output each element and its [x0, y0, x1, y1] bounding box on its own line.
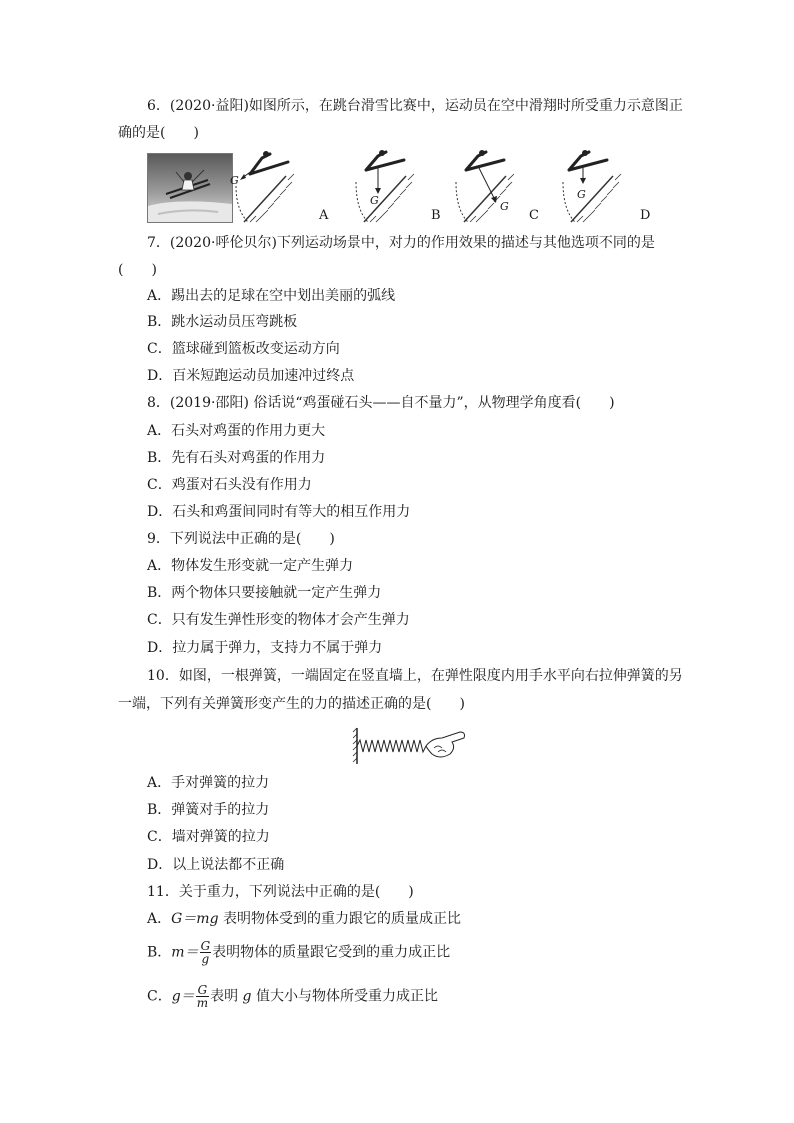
- q9-stem: 9．下列说法中正确的是( ): [147, 531, 335, 547]
- q11-option-a-formula: G＝mg: [171, 911, 219, 927]
- g-label-c: G: [500, 200, 509, 213]
- option-letter-a: A: [319, 208, 329, 223]
- q9-option-a: A．物体发生形变就一定产生弹力: [147, 558, 354, 574]
- q11-option-a: [147, 909, 461, 929]
- g-label-a: G: [230, 174, 239, 187]
- q11-option-b-lhs: m＝: [171, 944, 199, 961]
- q11-option-a-text: 表明物体受到的重力跟它的质量成正比: [218, 911, 461, 927]
- q7-stem-line2: ( ): [118, 262, 157, 278]
- q9-option-b: B．两个物体只要接触就一定产生弹力: [147, 585, 382, 601]
- q10-stem-line2: 一端，下列有关弹簧形变产生的力的描述正确的是( ): [118, 696, 465, 712]
- q7-option-b: B．跳水运动员压弯跳板: [147, 314, 298, 330]
- option-letter-c: C: [529, 208, 539, 223]
- q11-option-b-text: 表明物体的质量跟它受到的重力成正比: [212, 944, 451, 961]
- q8-stem: 8．(2019·邵阳) 俗话说“鸡蛋碰石头——自不量力”，从物理学角度看( ): [147, 395, 615, 411]
- q9-option-c: C．只有发生弹性形变的物体才会产生弹力: [147, 612, 410, 628]
- q11-option-b-fraction: [200, 940, 212, 965]
- q11-option-c-numerator: G: [197, 983, 208, 997]
- q7-option-d: D．百米短跑运动员加速冲过终点: [147, 368, 355, 384]
- q7-option-c: C．篮球碰到篮板改变运动方向: [147, 341, 340, 357]
- skier-photo: [147, 153, 233, 223]
- q11-option-a-prefix: A．: [147, 911, 172, 927]
- q10-option-c: C．墙对弹簧的拉力: [147, 829, 270, 845]
- q11-option-b: [147, 940, 450, 965]
- option-letter-d: D: [640, 208, 651, 223]
- g-label-d: G: [577, 188, 586, 201]
- q8-option-a: A．石头对鸡蛋的作用力更大: [147, 423, 326, 439]
- q11-option-b-denominator: g: [201, 952, 210, 966]
- q11-option-c-text2: 值大小与物体所受重力成正比: [251, 988, 438, 1005]
- g-label-b: G: [370, 194, 379, 207]
- q11-option-c: [147, 984, 438, 1009]
- q6-stem-line2: 确的是( ): [118, 125, 199, 141]
- spring-figure: [352, 726, 470, 766]
- q11-option-c-var: g: [242, 988, 252, 1005]
- q6-stem-line1: 6．(2020·益阳)如图所示，在跳台滑雪比赛中，运动员在空中滑翔时所受重力示意图正: [147, 98, 683, 114]
- q6-figure: [147, 150, 667, 226]
- q10-option-d: D．以上说法都不正确: [147, 857, 285, 873]
- q10-stem-line1: 10．如图，一根弹簧，一端固定在竖直墙上，在弹性限度内用手水平向右拉伸弹簧的另: [147, 668, 683, 684]
- q8-option-d: D．石头和鸡蛋间同时有等大的相互作用力: [147, 504, 411, 520]
- option-letter-b: B: [431, 208, 441, 223]
- q7-stem-line1: 7．(2020·呼伦贝尔)下列运动场景中，对力的作用效果的描述与其他选项不同的是: [147, 235, 655, 251]
- q7-option-a: A．踢出去的足球在空中划出美丽的弧线: [147, 288, 396, 304]
- q11-stem: 11．关于重力，下列说法中正确的是( ): [147, 884, 414, 900]
- q8-option-b: B．先有石头对鸡蛋的作用力: [147, 450, 326, 466]
- q11-option-c-fraction: [196, 984, 209, 1009]
- q11-option-c-denominator: m: [196, 996, 209, 1010]
- q8-option-c: C．鸡蛋对石头没有作用力: [147, 477, 312, 493]
- q11-option-b-prefix: B．: [147, 944, 172, 961]
- q10-option-b: B．弹簧对手的拉力: [147, 802, 270, 818]
- q11-option-c-prefix: C．: [147, 988, 172, 1005]
- q9-option-d: D．拉力属于弹力，支持力不属于弹力: [147, 640, 383, 656]
- q11-option-b-numerator: G: [200, 939, 211, 953]
- q11-option-c-lhs: g＝: [171, 988, 195, 1005]
- q11-option-c-text1: 表明: [210, 988, 243, 1005]
- diagram-a: [232, 150, 332, 226]
- q10-option-a: A．手对弹簧的拉力: [147, 775, 270, 791]
